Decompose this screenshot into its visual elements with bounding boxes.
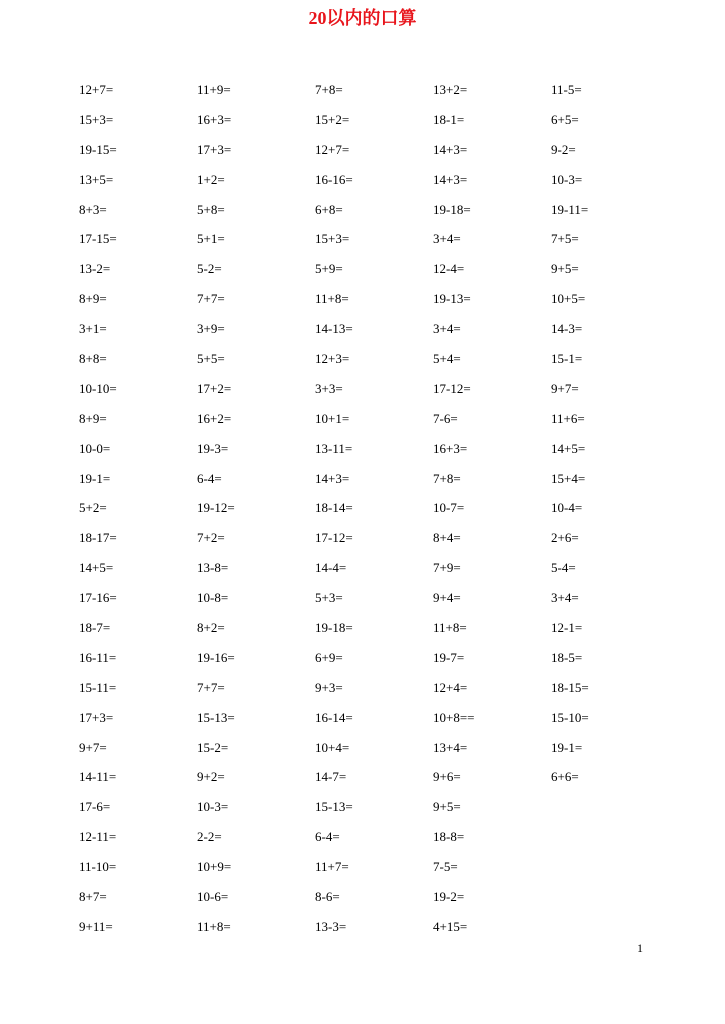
arithmetic-problem: 8+2= <box>197 620 225 636</box>
arithmetic-problem: 16-11= <box>79 649 117 665</box>
arithmetic-problem: 7+9= <box>433 560 461 576</box>
arithmetic-problem: 19-12= <box>197 500 235 516</box>
arithmetic-problem: 13-8= <box>197 560 229 576</box>
arithmetic-problem: 11+8= <box>197 918 231 934</box>
arithmetic-problem: 3+3= <box>315 380 343 396</box>
arithmetic-problem: 18-17= <box>79 530 117 546</box>
arithmetic-problem: 12-4= <box>433 261 465 277</box>
arithmetic-problem: 10+4= <box>315 739 350 755</box>
arithmetic-problem: 7+8= <box>433 470 461 486</box>
arithmetic-problem: 11-10= <box>79 859 117 875</box>
arithmetic-problem: 15-10= <box>551 709 589 725</box>
arithmetic-problem: 11-5= <box>551 82 582 97</box>
arithmetic-problem: 6+8= <box>315 201 343 217</box>
arithmetic-problem: 10-10= <box>79 380 117 396</box>
problem-grid <box>79 78 699 948</box>
arithmetic-problem: 7-5= <box>433 859 458 875</box>
arithmetic-problem: 17-6= <box>79 799 111 815</box>
arithmetic-problem: 10-0= <box>79 440 111 456</box>
arithmetic-problem: 13-11= <box>315 440 353 456</box>
arithmetic-problem: 9+7= <box>79 739 107 755</box>
arithmetic-problem: 14-7= <box>315 769 347 785</box>
arithmetic-problem: 2-2= <box>197 829 222 845</box>
arithmetic-problem: 19-1= <box>79 470 111 486</box>
arithmetic-problem: 5+3= <box>315 590 343 606</box>
arithmetic-problem: 12-1= <box>551 620 583 636</box>
arithmetic-problem: 19-18= <box>315 620 353 636</box>
arithmetic-problem: 5+8= <box>197 201 225 217</box>
arithmetic-problem: 15-1= <box>551 351 583 367</box>
arithmetic-problem: 5-2= <box>197 261 222 277</box>
arithmetic-problem: 17-12= <box>315 530 353 546</box>
arithmetic-problem: 13-3= <box>315 918 347 934</box>
arithmetic-problem: 15-13= <box>315 799 353 815</box>
arithmetic-problem: 9+5= <box>551 261 579 277</box>
arithmetic-problem: 18-15= <box>551 679 589 695</box>
problem-column-3 <box>315 78 430 945</box>
arithmetic-problem: 16+2= <box>197 410 232 426</box>
arithmetic-problem: 14+3= <box>315 470 350 486</box>
arithmetic-problem: 9+6= <box>433 769 461 785</box>
arithmetic-problem: 15+4= <box>551 470 586 486</box>
arithmetic-problem: 8+3= <box>79 201 107 217</box>
problem-column-4 <box>433 78 548 945</box>
arithmetic-problem: 11+6= <box>551 410 585 426</box>
arithmetic-problem: 14-3= <box>551 321 583 337</box>
arithmetic-problem: 19-15= <box>79 141 117 157</box>
arithmetic-problem: 6+6= <box>551 769 579 785</box>
arithmetic-problem: 16-16= <box>315 171 353 187</box>
arithmetic-problem: 6-4= <box>315 829 340 845</box>
arithmetic-problem: 8+7= <box>79 889 107 905</box>
arithmetic-problem: 14+5= <box>551 440 586 456</box>
arithmetic-problem: 18-1= <box>433 111 465 127</box>
arithmetic-problem: 12+4= <box>433 679 468 695</box>
arithmetic-problem: 10-4= <box>551 500 583 516</box>
arithmetic-problem: 9-2= <box>551 141 576 157</box>
arithmetic-problem: 1+2= <box>197 171 225 187</box>
arithmetic-problem: 18-7= <box>79 620 111 636</box>
arithmetic-problem: 17-12= <box>433 380 471 396</box>
arithmetic-problem: 6-4= <box>197 470 222 486</box>
arithmetic-problem: 18-5= <box>551 649 583 665</box>
arithmetic-problem: 7+7= <box>197 291 225 307</box>
arithmetic-problem: 16+3= <box>433 440 468 456</box>
arithmetic-problem: 9+11= <box>79 918 113 934</box>
arithmetic-problem: 9+3= <box>315 679 343 695</box>
arithmetic-problem: 7+7= <box>197 679 225 695</box>
arithmetic-problem: 5+1= <box>197 231 225 247</box>
arithmetic-problem: 14+3= <box>433 141 468 157</box>
arithmetic-problem: 9+2= <box>197 769 225 785</box>
arithmetic-problem: 8+9= <box>79 410 107 426</box>
arithmetic-problem: 10-8= <box>197 590 229 606</box>
arithmetic-problem: 12+7= <box>315 141 350 157</box>
arithmetic-problem: 14-13= <box>315 321 353 337</box>
arithmetic-problem: 9+7= <box>551 380 579 396</box>
arithmetic-problem: 6+5= <box>551 111 579 127</box>
arithmetic-problem: 7-6= <box>433 410 458 426</box>
arithmetic-problem: 7+5= <box>551 231 579 247</box>
problem-column-5 <box>551 78 666 795</box>
arithmetic-problem: 18-14= <box>315 500 353 516</box>
arithmetic-problem: 19-2= <box>433 889 465 905</box>
arithmetic-problem: 19-13= <box>433 291 471 307</box>
arithmetic-problem: 3+4= <box>433 321 461 337</box>
arithmetic-problem: 3+1= <box>79 321 107 337</box>
arithmetic-problem: 12+3= <box>315 351 350 367</box>
arithmetic-problem: 19-16= <box>197 649 235 665</box>
arithmetic-problem: 9+4= <box>433 590 461 606</box>
arithmetic-problem: 17+3= <box>79 709 114 725</box>
arithmetic-problem: 18-8= <box>433 829 465 845</box>
arithmetic-problem: 11+8= <box>315 291 349 307</box>
arithmetic-problem: 7+8= <box>315 82 343 97</box>
page-title: 20以内的口算 <box>308 8 417 28</box>
arithmetic-problem: 8-6= <box>315 889 340 905</box>
arithmetic-problem: 10+1= <box>315 410 350 426</box>
arithmetic-problem: 14-11= <box>79 769 117 785</box>
arithmetic-problem: 2+6= <box>551 530 579 546</box>
problem-column-2 <box>197 78 312 945</box>
arithmetic-problem: 10-6= <box>197 889 229 905</box>
arithmetic-problem: 19-3= <box>197 440 229 456</box>
arithmetic-problem: 15-13= <box>197 709 235 725</box>
arithmetic-problem: 10-7= <box>433 500 465 516</box>
arithmetic-problem: 15-2= <box>197 739 229 755</box>
arithmetic-problem: 13-2= <box>79 261 111 277</box>
arithmetic-problem: 13+5= <box>79 171 114 187</box>
arithmetic-problem: 10-3= <box>551 171 583 187</box>
arithmetic-problem: 5-4= <box>551 560 576 576</box>
arithmetic-problem: 9+5= <box>433 799 461 815</box>
arithmetic-problem: 13+2= <box>433 82 468 97</box>
arithmetic-problem: 14-4= <box>315 560 347 576</box>
arithmetic-problem: 4+15= <box>433 918 468 934</box>
arithmetic-problem: 16-14= <box>315 709 353 725</box>
arithmetic-problem: 3+4= <box>551 590 579 606</box>
arithmetic-problem: 5+4= <box>433 351 461 367</box>
arithmetic-problem: 3+4= <box>433 231 461 247</box>
arithmetic-problem: 15+2= <box>315 111 350 127</box>
arithmetic-problem: 10-3= <box>197 799 229 815</box>
arithmetic-problem: 19-1= <box>551 739 583 755</box>
arithmetic-problem: 15+3= <box>315 231 350 247</box>
arithmetic-problem: 17-15= <box>79 231 117 247</box>
arithmetic-problem: 12-11= <box>79 829 117 845</box>
arithmetic-problem: 11+7= <box>315 859 349 875</box>
arithmetic-problem: 12+7= <box>79 82 114 97</box>
arithmetic-problem: 5+2= <box>79 500 107 516</box>
page-number: 1 <box>637 941 643 955</box>
arithmetic-problem: 3+9= <box>197 321 225 337</box>
arithmetic-problem: 8+4= <box>433 530 461 546</box>
arithmetic-problem: 10+8== <box>433 709 475 725</box>
arithmetic-problem: 16+3= <box>197 111 232 127</box>
arithmetic-problem: 7+2= <box>197 530 225 546</box>
arithmetic-problem: 15-11= <box>79 679 117 695</box>
arithmetic-problem: 10+9= <box>197 859 232 875</box>
arithmetic-problem: 11+9= <box>197 82 231 97</box>
arithmetic-problem: 17-16= <box>79 590 117 606</box>
arithmetic-problem: 19-18= <box>433 201 471 217</box>
arithmetic-problem: 8+9= <box>79 291 107 307</box>
arithmetic-problem: 14+3= <box>433 171 468 187</box>
arithmetic-problem: 5+5= <box>197 351 225 367</box>
arithmetic-problem: 17+3= <box>197 141 232 157</box>
arithmetic-problem: 19-7= <box>433 649 465 665</box>
arithmetic-problem: 14+5= <box>79 560 114 576</box>
arithmetic-problem: 19-11= <box>551 201 589 217</box>
arithmetic-problem: 11+8= <box>433 620 467 636</box>
arithmetic-problem: 6+9= <box>315 649 343 665</box>
arithmetic-problem: 8+8= <box>79 351 107 367</box>
arithmetic-problem: 5+9= <box>315 261 343 277</box>
arithmetic-problem: 15+3= <box>79 111 114 127</box>
arithmetic-problem: 13+4= <box>433 739 468 755</box>
problem-column-1 <box>79 78 194 945</box>
arithmetic-problem: 10+5= <box>551 291 586 307</box>
arithmetic-problem: 17+2= <box>197 380 232 396</box>
